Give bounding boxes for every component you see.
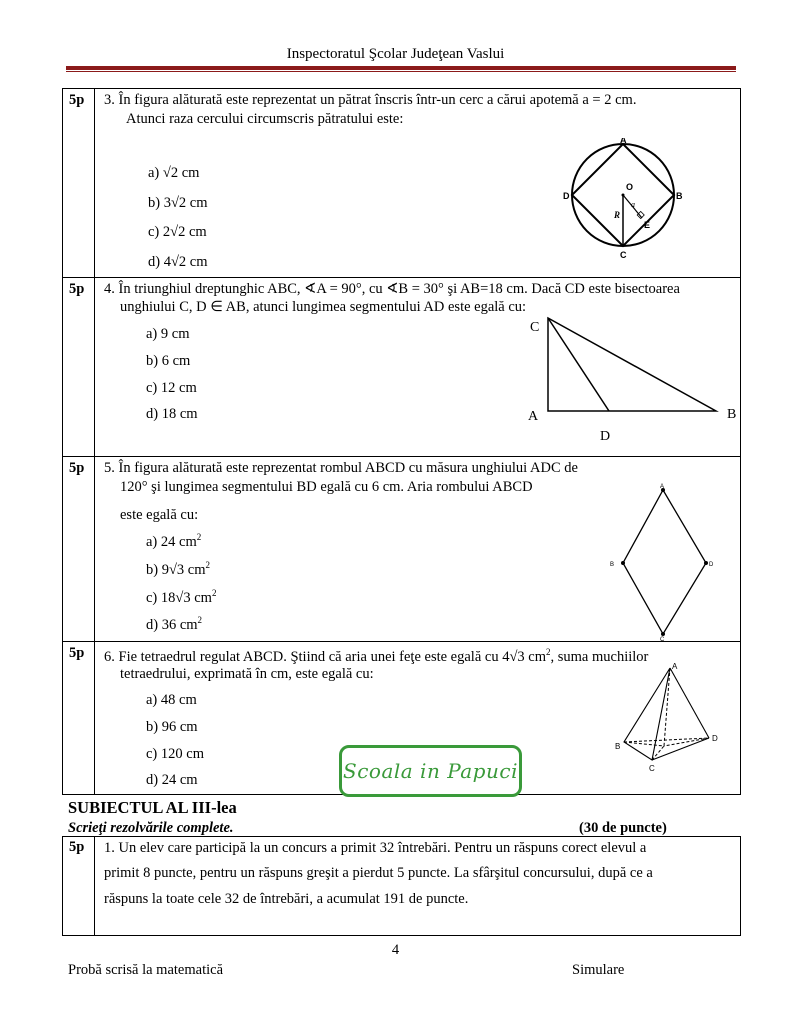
figure-label: O xyxy=(626,182,634,192)
answer-option: b) 9√3 $cm^2$ xyxy=(146,560,211,578)
question-text: 5. În figura alăturată este reprezentat rombul ABCD cu măsura unghiului ADC de xyxy=(104,460,578,476)
answer-option: a) √2 cm xyxy=(148,165,200,181)
section-subtitle: Scrieţi rezolvările complete. xyxy=(68,820,234,836)
question-points: 5p xyxy=(69,281,85,297)
figure-label: B xyxy=(676,191,683,201)
question-text: tetraedrului, exprimată în cm, este egală cu: xyxy=(120,666,374,682)
figure-label: R xyxy=(614,210,621,220)
header-rule-thin xyxy=(66,71,736,72)
answer-option: d) 24 cm xyxy=(146,772,198,788)
figure-label: D xyxy=(600,429,611,444)
watermark-text: Scoala in Papuci xyxy=(343,759,518,783)
answer-option: b) 3√2 cm xyxy=(148,195,208,211)
answer-option: a) 24 $cm^2$ xyxy=(146,532,202,550)
answer-option: c) 120 cm xyxy=(146,746,204,762)
page-number: 4 xyxy=(391,942,400,958)
figure-label: B xyxy=(610,562,615,568)
watermark-stamp xyxy=(339,745,522,797)
question-points: 5p xyxy=(69,645,85,661)
figure-label: D xyxy=(709,562,714,568)
footer-left: Probă scrisă la matematică xyxy=(68,962,224,978)
problem-text: 1. Un elev care participă la un concurs a primit 32 întrebări. Pentru un răspuns corect elevul a xyxy=(104,840,647,856)
figure-label: C xyxy=(660,637,665,642)
figure-label: A xyxy=(620,138,627,145)
section-title: SUBIECTUL AL III-lea xyxy=(68,798,237,817)
points-column-divider xyxy=(94,836,95,936)
tetrahedron-figure xyxy=(610,660,730,772)
question-points: 5p xyxy=(69,92,85,108)
answer-option: b) 96 cm xyxy=(146,719,198,735)
answer-option: a) 48 cm xyxy=(146,692,197,708)
answer-option: a) 9 cm xyxy=(146,326,190,342)
question-text: 6. Fie tetraedrul regulat ABCD. Ştiind că aria unei feţe este egală cu 4√3 $cm^2$, suma muchiilor xyxy=(104,647,649,665)
rhombus-figure xyxy=(605,482,725,642)
row-divider xyxy=(62,456,741,457)
header-rule xyxy=(66,66,736,70)
question-text: unghiului C, D ∈ AB, atunci lungimea segmentului AD este egală cu: xyxy=(120,299,527,315)
answer-option: d) 18 cm xyxy=(146,406,198,422)
points-column-divider xyxy=(94,88,95,795)
section-points: (30 de puncte) xyxy=(579,820,667,836)
footer-right: Simulare xyxy=(572,962,625,978)
question-points: 5p xyxy=(69,460,85,476)
figure-label: a xyxy=(631,200,635,209)
answer-option: c) 18√3 $cm^2$ xyxy=(146,588,217,606)
question-points: 5p xyxy=(69,839,85,855)
figure-label: C xyxy=(620,250,627,260)
question-text: 4. În triunghiul dreptunghic ABC, ∢A = 90°, cu ∢B = 30° şi AB=18 cm. Dacă CD este bisectoarea xyxy=(104,281,680,297)
problem-text: răspuns la toate cele 32 de întrebări, a acumulat 191 de puncte. xyxy=(104,891,469,907)
figure-label: D xyxy=(712,734,718,743)
figure-label: B xyxy=(615,742,621,751)
problem-text: primit 8 puncte, pentru un răspuns greşit a pierdut 5 puncte. La sfârşitul concursului, după ce a xyxy=(104,865,653,881)
figure-label: B xyxy=(727,407,737,422)
figure-label: C xyxy=(530,320,540,335)
question-text: 3. În figura alăturată este reprezentat un pătrat înscris într-un cerc a cărui apotemă a = 2 cm. xyxy=(104,92,637,108)
answer-option: d) 4√2 cm xyxy=(148,254,208,270)
answer-option: c) 12 cm xyxy=(146,380,197,396)
answer-option: d) 36 $cm^2$ xyxy=(146,615,203,633)
question-text: Atunci raza cercului circumscris pătratului este: xyxy=(126,111,404,127)
right-triangle-figure xyxy=(520,314,745,444)
page-header-title: Inspectoratul Şcolar Judeţean Vaslui xyxy=(286,46,505,62)
circle-square-figure xyxy=(560,138,690,260)
row-divider xyxy=(62,277,741,278)
question-text: este egală cu: xyxy=(120,507,199,523)
figure-label: C xyxy=(649,764,655,772)
figure-label: A xyxy=(660,484,665,490)
answer-option: c) 2√2 cm xyxy=(148,224,207,240)
question-text: 120° şi lungimea segmentului BD egală cu 6 cm. Aria rombului ABCD xyxy=(120,479,533,495)
figure-label: A xyxy=(528,409,539,424)
figure-label: E xyxy=(644,220,651,230)
answer-option: b) 6 cm xyxy=(146,353,191,369)
figure-label: D xyxy=(563,191,570,201)
figure-label: A xyxy=(672,662,678,671)
